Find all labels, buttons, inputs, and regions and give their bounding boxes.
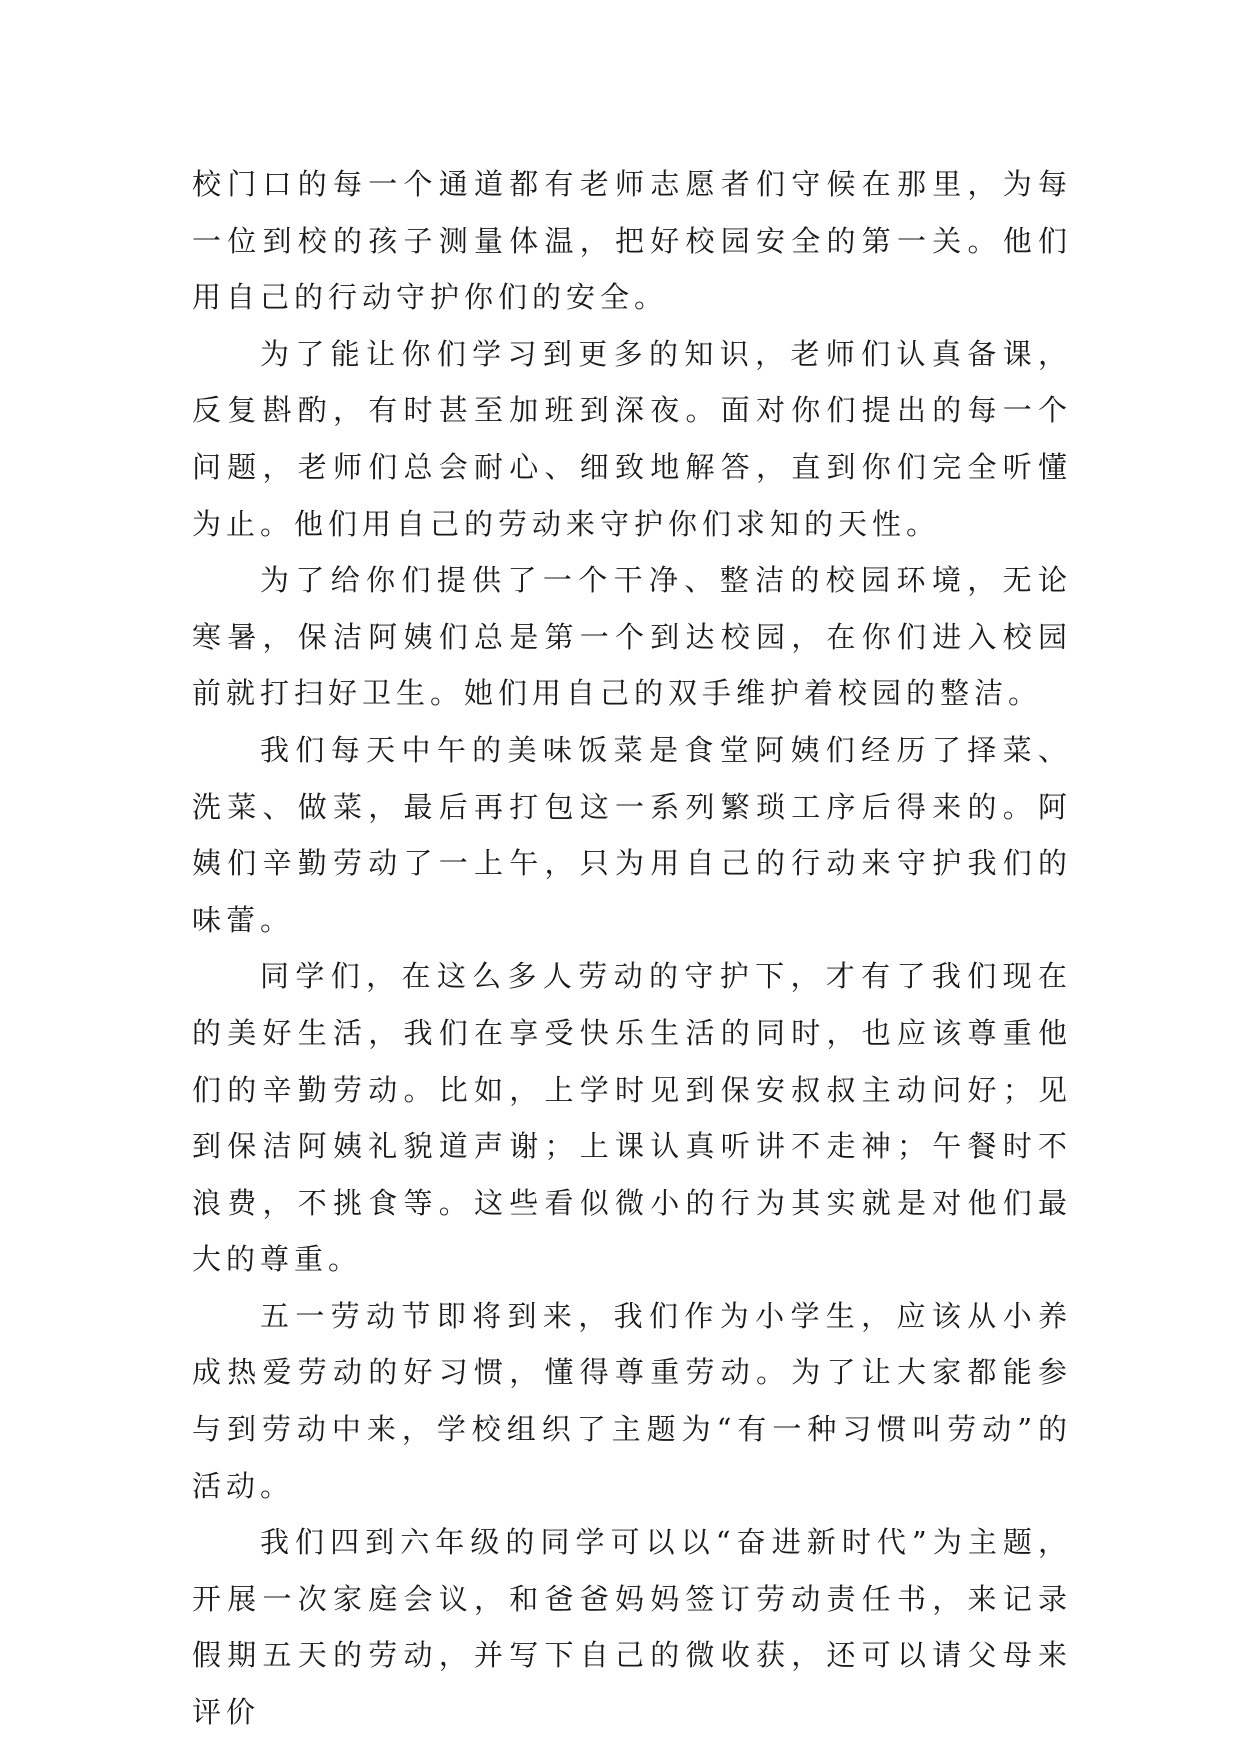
paragraph-6: 五一劳动节即将到来，我们作为小学生，应该从小养成热爱劳动的好习惯，懂得尊重劳动。为了让大家都能参与到劳动中来，学校组织了主题为“有一种习惯叫劳动”的活动。	[192, 1298, 1072, 1503]
paragraph-4: 我们每天中午的美味饭菜是食堂阿姨们经历了择菜、洗菜、做菜，最后再打包这一系列繁琐工序后得来的。阿姨们辛勤劳动了一上午，只为用自己的行动来守护我们的味蕾。	[192, 732, 1072, 937]
paragraph-2: 为了能让你们学习到更多的知识，老师们认真备课，反复斟酌，有时甚至加班到深夜。面对你们提出的每一个问题，老师们总会耐心、细致地解答，直到你们完全听懂为止。他们用自己的劳动来守护你们求知的天性。	[192, 336, 1072, 541]
paragraph-3: 为了给你们提供了一个干净、整洁的校园环境，无论寒暑，保洁阿姨们总是第一个到达校园，在你们进入校园前就打扫好卫生。她们用自己的双手维护着校园的整洁。	[192, 563, 1072, 711]
paragraph-5: 同学们，在这么多人劳动的守护下，才有了我们现在的美好生活，我们在享受快乐生活的同时，也应该尊重他们的辛勤劳动。比如，上学时见到保安叔叔主动问好；见到保洁阿姨礼貌道声谢；上课认真听讲不走神；午餐时不浪费，不挑食等。这些看似微小的行为其实就是对他们最大的尊重。	[192, 959, 1072, 1277]
paragraph-7: 我们四到六年级的同学可以以“奋进新时代”为主题，开展一次家庭会议，和爸爸妈妈签订劳动责任书，来记录假期五天的劳动，并写下自己的微收获，还可以请父母来评价	[192, 1525, 1072, 1730]
paragraph-1: 校门口的每一个通道都有老师志愿者们守候在那里，为每一位到校的孩子测量体温，把好校园安全的第一关。他们用自己的行动守护你们的安全。	[192, 167, 1072, 315]
document-body	[192, 156, 1072, 1741]
